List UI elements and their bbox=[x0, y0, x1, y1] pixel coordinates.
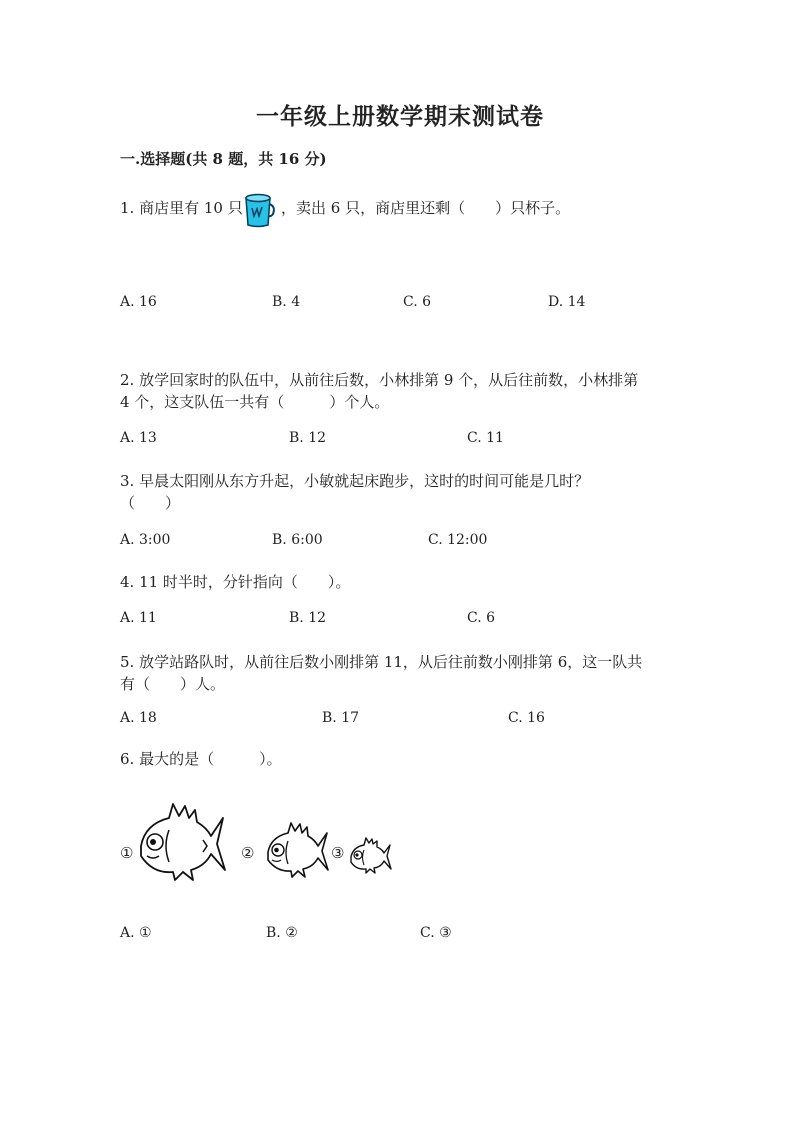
figure-label-2: ② bbox=[241, 844, 255, 862]
question-1-text-after: ，卖出 6 只，商店里还剩（ ）只杯子。 bbox=[281, 199, 571, 217]
page-title: 一年级上册数学期末测试卷 bbox=[256, 103, 544, 130]
section-heading: 一.选择题(共 8 题，共 16 分) bbox=[120, 150, 327, 168]
q1-option-d[interactable]: D. 14 bbox=[548, 294, 586, 310]
question-1-text-before: 1. 商店里有 10 只 bbox=[120, 199, 243, 217]
small-fish-icon bbox=[348, 836, 392, 874]
q3-option-b[interactable]: B. 6:00 bbox=[272, 532, 323, 548]
q3-option-c[interactable]: C. 12:00 bbox=[428, 532, 488, 548]
figure-label-1: ① bbox=[120, 844, 134, 862]
cup-icon bbox=[242, 192, 276, 228]
q1-option-a[interactable]: A. 16 bbox=[120, 294, 157, 310]
q1-option-c[interactable]: C. 6 bbox=[403, 294, 432, 310]
q4-option-b[interactable]: B. 12 bbox=[289, 610, 327, 626]
question-2-line2: 4 个，这支队伍一共有（ ）个人。 bbox=[120, 393, 390, 411]
q5-option-b[interactable]: B. 17 bbox=[322, 710, 360, 726]
question-6-text: 6. 最大的是（ ）。 bbox=[120, 750, 282, 768]
medium-fish-icon bbox=[264, 820, 330, 878]
q3-option-a[interactable]: A. 3:00 bbox=[120, 532, 171, 548]
q5-option-c[interactable]: C. 16 bbox=[508, 710, 545, 726]
question-3-line2: （ ） bbox=[120, 494, 181, 512]
q6-option-b[interactable]: B. ② bbox=[266, 925, 298, 941]
question-5-line2: 有（ ）人。 bbox=[120, 675, 226, 693]
question-5-line1: 5. 放学站路队时，从前往后数小刚排第 11，从后往前数小刚排第 6，这一队共 bbox=[120, 653, 643, 671]
q6-option-c[interactable]: C. ③ bbox=[420, 925, 452, 941]
question-3-line1: 3. 早晨太阳刚从东方升起，小敏就起床跑步，这时的时间可能是几时？ bbox=[120, 472, 590, 490]
q1-option-b[interactable]: B. 4 bbox=[272, 294, 301, 310]
q2-option-a[interactable]: A. 13 bbox=[120, 430, 157, 446]
q4-option-a[interactable]: A. 11 bbox=[120, 610, 157, 626]
q4-option-c[interactable]: C. 6 bbox=[467, 610, 496, 626]
large-fish-icon bbox=[135, 800, 227, 882]
q2-option-c[interactable]: C. 11 bbox=[467, 430, 504, 446]
question-2-line1: 2. 放学回家时的队伍中，从前往后数，小林排第 9 个，从后往前数，小林排第 bbox=[120, 371, 639, 389]
question-4-text: 4. 11 时半时，分针指向（ ）。 bbox=[120, 573, 351, 591]
q2-option-b[interactable]: B. 12 bbox=[289, 430, 327, 446]
q6-option-a[interactable]: A. ① bbox=[120, 925, 152, 941]
figure-label-3: ③ bbox=[331, 844, 345, 862]
q5-option-a[interactable]: A. 18 bbox=[120, 710, 157, 726]
